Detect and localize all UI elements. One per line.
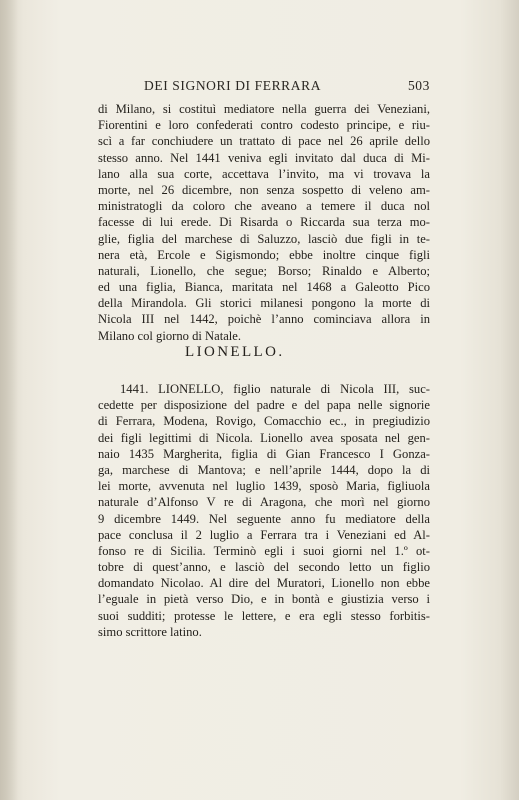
text-line: tobre di quest’anno, e lasciò del secondo letto un figlio: [98, 560, 430, 575]
text-line: 1441. LIONELLO, figlio naturale di Nicola III, suc-: [120, 382, 430, 396]
text-line: cedette per disposizione del padre e del papa nelle signorie: [98, 398, 430, 413]
text-line: naturali, Lionello, che segue; Borso; Rinaldo e Alberto;: [98, 263, 430, 278]
running-head: [98, 78, 430, 98]
gutter-shadow: [0, 0, 18, 800]
text-line: naio 1435 Margherita, figlia di Gian Francesco I Gonza-: [98, 446, 430, 461]
text-line: Nicola III nel 1442, poichè l’anno cominciava allora in: [98, 312, 430, 327]
text-line: l’eguale in pietà verso Dio, e in bontà e giustizia verso i: [98, 592, 430, 607]
text-line: 9 dicembre 1449. Nel seguente anno fu mediatore della: [98, 511, 430, 526]
page-number: 503: [407, 78, 430, 93]
text-line: lei morte, avvenuta nel luglio 1439, sposò Maria, figliuola: [98, 479, 430, 494]
text-line: ministratogli da coloro che aveano a temere il duca nol: [98, 199, 430, 214]
text-line: ed una figlia, Bianca, maritata nel 1468 a Galeotto Pico: [98, 280, 430, 295]
running-title: DEI SIGNORI DI FERRARA: [144, 78, 322, 93]
text-line: di Ferrara, Modena, Rovigo, Comacchio ec., in pregiudizio: [98, 414, 430, 429]
text-line: di Milano, si costituì mediatore nella guerra dei Veneziani,: [98, 102, 430, 116]
paragraph-lionello: [98, 381, 430, 640]
text-line: Milano col giorno di Natale.: [98, 328, 242, 343]
text-line: stesso anno. Nel 1441 veniva egli invitato dal duca di Mi-: [98, 150, 430, 165]
text-line: della Mirandola. Gli storici milanesi pongono la morte di: [98, 296, 430, 311]
text-line: domandato Nicolao. Al dire del Muratori, Lionello non ebbe: [98, 576, 430, 591]
text-line: morte, nel 26 dicembre, non senza sospetto di veleno am-: [98, 182, 430, 197]
text-line: dei figli legittimi di Nicola. Lionello avea sposata nel gen-: [98, 430, 430, 445]
text-line: Fiorentini e loro confederati contro codesto principe, e riu-: [98, 118, 430, 133]
text-line: lano alla sua corte, accettava l’invito, ma vi trovava la: [98, 166, 430, 181]
text-line: nera età, Ercole e Sigismondo; ebbe inoltre cinque figli: [98, 247, 430, 262]
paragraph-continuation: [98, 101, 430, 344]
text-line: ga, marchese di Mantova; e nell’aprile 1444, dopo la di: [98, 462, 430, 477]
text-line: scì a far conchiudere un trattato di pace nel 26 aprile dello: [98, 134, 430, 149]
text-line: suoi sudditi; protesse le lettere, e era egli stesso forbitis-: [98, 608, 430, 623]
text-line: fonso re di Sicilia. Terminò egli i suoi giorni nel 1.º ot-: [98, 543, 430, 558]
text-line: pace conclusa il 2 luglio a Ferrara tra i Veneziani ed Al-: [98, 527, 430, 542]
section-heading: LIONELLO.: [185, 344, 285, 360]
text-line: glie, figlia del marchese di Saluzzo, lasciò due figli in te-: [98, 231, 430, 246]
text-line: facesse di lui erede. Di Risarda o Riccarda sua terza mo-: [98, 215, 430, 230]
text-line: simo scrittore latino.: [98, 624, 202, 639]
text-line: naturale d’Alfonso V re di Aragona, che morì nel giorno: [98, 495, 430, 510]
